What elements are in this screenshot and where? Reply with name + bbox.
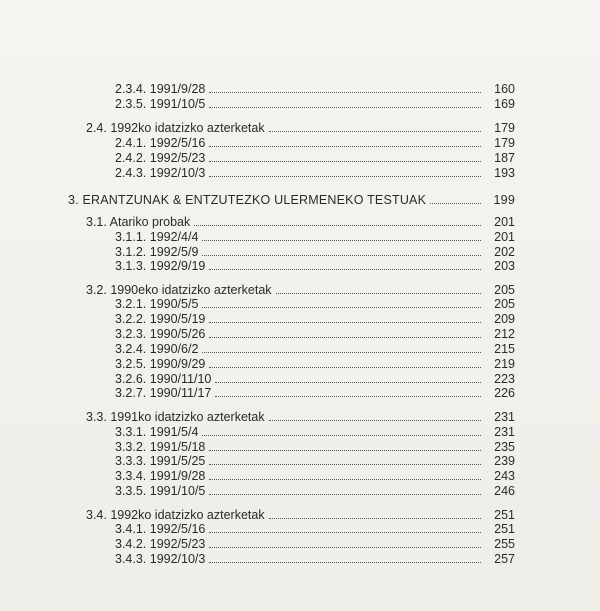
toc-entry-page: 160 — [494, 82, 515, 96]
toc-entry-label: 3.2.2. 1990/5/19 — [115, 312, 206, 326]
dot-leader — [194, 216, 481, 226]
toc-entry-page: 209 — [494, 312, 515, 326]
toc-entry-label: 2.4.3. 1992/10/3 — [115, 166, 206, 180]
toc-entry-3-2-4 — [115, 342, 515, 356]
toc-entry-3-3-5 — [115, 484, 515, 498]
toc-entry-label: 3.4. 1992ko idatzizko azterketak — [86, 508, 265, 522]
dot-leader — [202, 298, 481, 308]
toc-entry-label: 3.2. 1990eko idatzizko azterketak — [86, 283, 272, 297]
toc-entry-3-3-1 — [115, 425, 515, 439]
dot-leader — [209, 485, 481, 495]
toc-entry-label: 3.4.3. 1992/10/3 — [115, 552, 206, 566]
dot-leader — [209, 523, 481, 533]
toc-entry-label: 2.3.5. 1991/10/5 — [115, 97, 206, 111]
dot-leader — [209, 328, 481, 338]
dot-leader — [209, 470, 481, 480]
toc-entry-page: 243 — [494, 469, 515, 483]
toc-entry-page: 223 — [494, 372, 515, 386]
toc-entry-page: 187 — [494, 151, 515, 165]
toc-entry-page: 239 — [494, 454, 515, 468]
dot-leader — [209, 260, 481, 270]
toc-entry-page: 212 — [494, 327, 515, 341]
toc-entry-page: 246 — [494, 484, 515, 498]
toc-entry-3-2-2 — [115, 312, 515, 326]
dot-leader — [202, 231, 481, 241]
toc-entry-label: 3.2.6. 1990/11/10 — [115, 372, 212, 386]
toc-entry-3-2-5 — [115, 357, 515, 371]
toc-entry-3-1-3 — [115, 259, 515, 273]
dot-leader — [209, 152, 481, 162]
toc-entry-2-3-5 — [115, 97, 515, 111]
dot-leader — [209, 441, 481, 451]
dot-leader — [202, 246, 481, 256]
toc-entry-page: 179 — [494, 121, 515, 135]
toc-entry-3-4-1 — [115, 522, 515, 536]
toc-entry-2-4-2 — [115, 151, 515, 165]
toc-entry-page: 202 — [494, 245, 515, 259]
dot-leader — [209, 98, 481, 108]
toc-entry-3-2-6 — [115, 372, 515, 386]
toc-entry-label: 2.3.4. 1991/9/28 — [115, 82, 206, 96]
toc-entry-3-3-3 — [115, 454, 515, 468]
toc-entry-page: 169 — [494, 97, 515, 111]
dot-leader — [209, 137, 481, 147]
toc-entry-label: 3.1.3. 1992/9/19 — [115, 259, 206, 273]
toc-entry-label: 2.4. 1992ko idatzizko azterketak — [86, 121, 265, 135]
toc-entry-3-1 — [86, 215, 515, 229]
toc-entry-page: 205 — [494, 283, 515, 297]
toc-entry-label: 3.2.7. 1990/11/17 — [115, 386, 212, 400]
toc-entry-label: 2.4.2. 1992/5/23 — [115, 151, 206, 165]
toc-entry-label: 3.3.2. 1991/5/18 — [115, 440, 206, 454]
toc-entry-3-3 — [86, 410, 515, 424]
toc-entry-3-4 — [86, 508, 515, 522]
toc-entry-page: 231 — [494, 425, 515, 439]
toc-entry-label: 3.3.1. 1991/5/4 — [115, 425, 199, 439]
toc-entry-2-4 — [86, 121, 515, 135]
toc-entry-2-4-3 — [115, 166, 515, 180]
toc-entry-label: 3.2.3. 1990/5/26 — [115, 327, 206, 341]
toc-entry-page: 231 — [494, 410, 515, 424]
toc-entry-label: 3.3.3. 1991/5/25 — [115, 454, 206, 468]
toc-entry-page: 255 — [494, 537, 515, 551]
toc-entry-3 — [68, 193, 515, 207]
dot-leader — [209, 358, 481, 368]
toc-entry-page: 203 — [494, 259, 515, 273]
toc-entry-label: 3.3.5. 1991/10/5 — [115, 484, 206, 498]
toc-entry-page: 201 — [494, 230, 515, 244]
toc-entry-page: 199 — [493, 193, 515, 207]
toc-entry-3-1-2 — [115, 245, 515, 259]
toc-entry-page: 226 — [494, 386, 515, 400]
dot-leader — [209, 83, 481, 93]
toc-entry-3-4-2 — [115, 537, 515, 551]
toc-entry-3-2-3 — [115, 327, 515, 341]
toc-entry-2-3-4 — [115, 82, 515, 96]
toc-entry-label: 3.3.4. 1991/9/28 — [115, 469, 206, 483]
toc-entry-3-2-1 — [115, 297, 515, 311]
toc-entry-page: 193 — [494, 166, 515, 180]
dot-leader — [202, 426, 481, 436]
dot-leader — [269, 509, 481, 519]
toc-entry-label: 3.1.2. 1992/5/9 — [115, 245, 199, 259]
toc-entry-page: 215 — [494, 342, 515, 356]
toc-entry-3-3-4 — [115, 469, 515, 483]
toc-entry-page: 219 — [494, 357, 515, 371]
toc-entry-label: 2.4.1. 1992/5/16 — [115, 136, 206, 150]
dot-leader — [215, 387, 481, 397]
toc-entry-3-2 — [86, 283, 515, 297]
dot-leader — [269, 411, 481, 421]
toc-entry-3-1-1 — [115, 230, 515, 244]
toc-entry-2-4-1 — [115, 136, 515, 150]
toc-entry-label: 3.1. Atariko probak — [86, 215, 191, 229]
toc-entry-label: 3.2.5. 1990/9/29 — [115, 357, 206, 371]
toc-entry-label: 3.3. 1991ko idatzizko azterketak — [86, 410, 265, 424]
toc-entry-label: 3. ERANTZUNAK & ENTZUTEZKO ULERMENEKO TESTUAK — [68, 193, 427, 207]
toc-entry-page: 251 — [494, 508, 515, 522]
toc-entry-page: 251 — [494, 522, 515, 536]
dot-leader — [209, 313, 481, 323]
dot-leader — [276, 284, 481, 294]
dot-leader — [209, 538, 481, 548]
dot-leader — [202, 343, 481, 353]
toc-entry-page: 205 — [494, 297, 515, 311]
toc-entry-label: 3.2.4. 1990/6/2 — [115, 342, 199, 356]
dot-leader — [269, 122, 481, 132]
dot-leader — [209, 167, 481, 177]
toc-entry-label: 3.2.1. 1990/5/5 — [115, 297, 199, 311]
dot-leader — [215, 373, 481, 383]
dot-leader — [209, 455, 481, 465]
toc-entry-page: 201 — [494, 215, 515, 229]
toc-entry-label: 3.4.2. 1992/5/23 — [115, 537, 206, 551]
toc-entry-3-3-2 — [115, 440, 515, 454]
toc-entry-page: 257 — [494, 552, 515, 566]
toc-entry-label: 3.1.1. 1992/4/4 — [115, 230, 199, 244]
toc-entry-3-2-7 — [115, 386, 515, 400]
toc-entry-page: 235 — [494, 440, 515, 454]
dot-leader — [209, 553, 481, 563]
toc-entry-page: 179 — [494, 136, 515, 150]
toc-entry-label: 3.4.1. 1992/5/16 — [115, 522, 206, 536]
toc-entry-3-4-3 — [115, 552, 515, 566]
dot-leader — [430, 194, 481, 204]
